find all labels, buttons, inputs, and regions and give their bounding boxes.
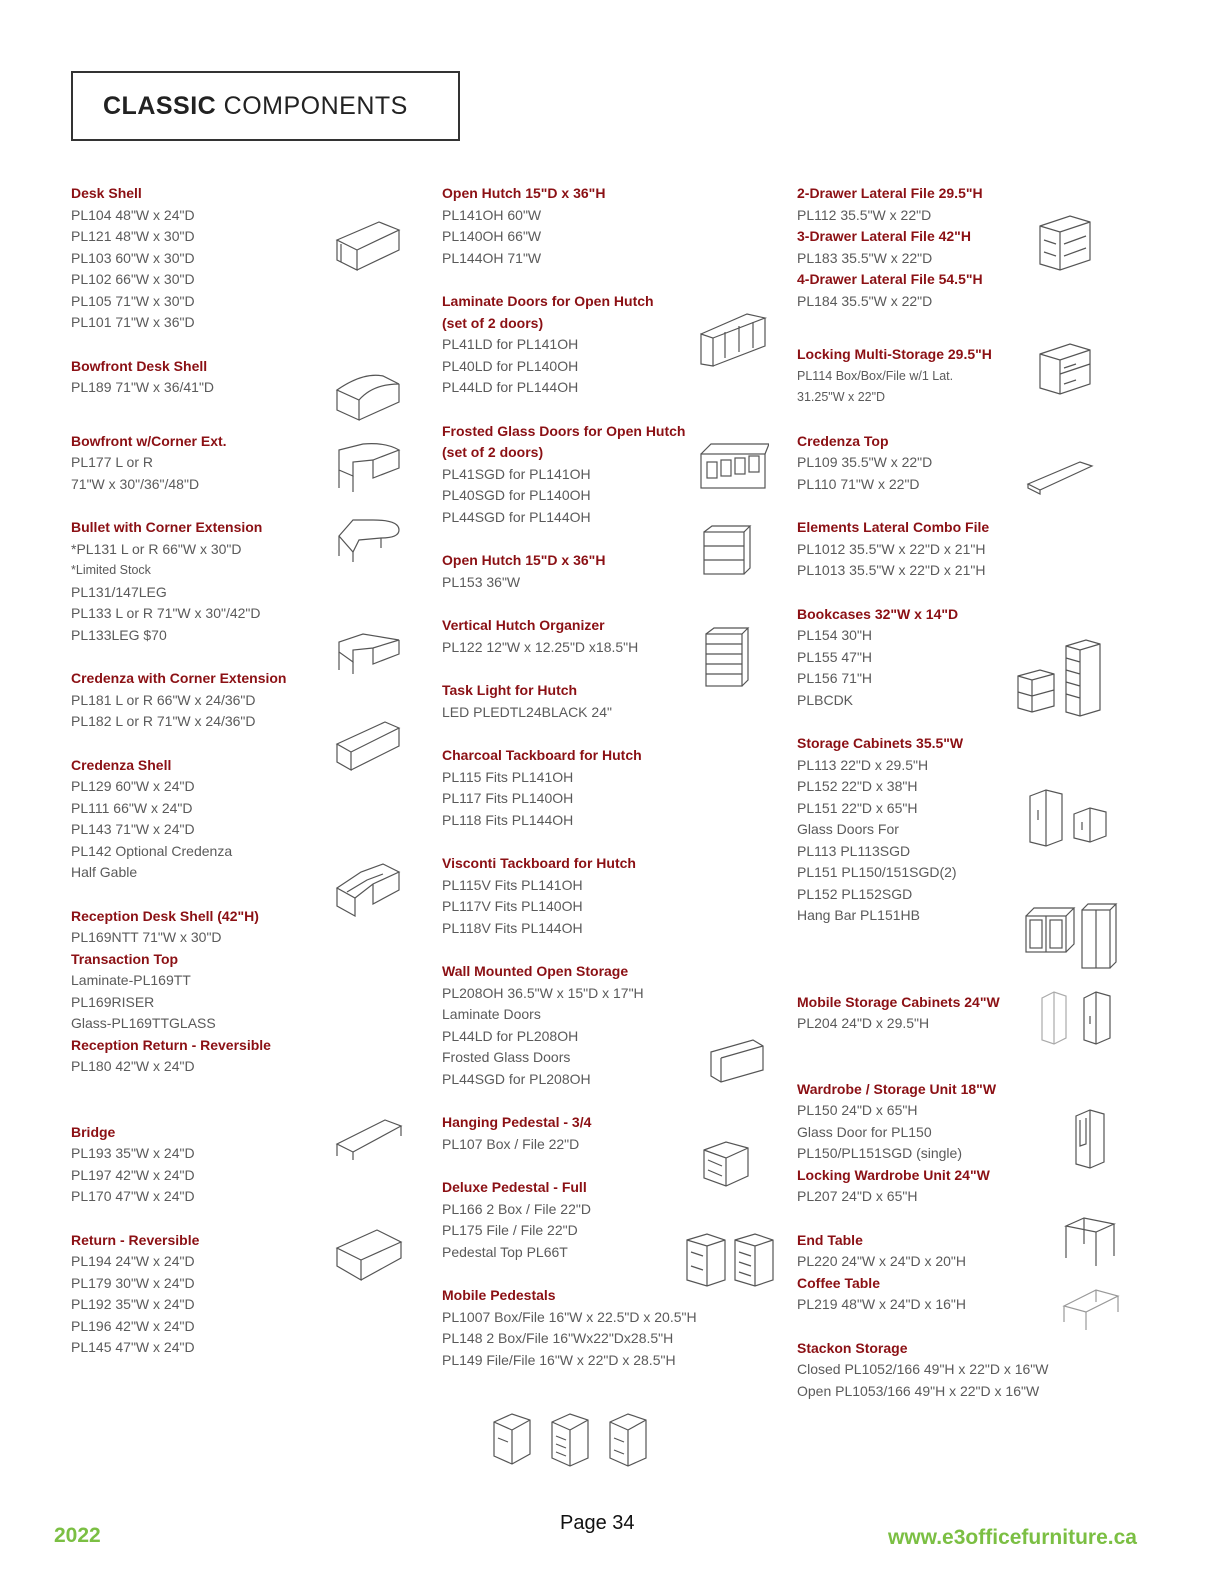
spec-line: PL118V Fits PL144OH bbox=[442, 919, 583, 936]
wardrobe-icon bbox=[1070, 1106, 1110, 1170]
spec-line: PL131/147LEG bbox=[71, 583, 167, 600]
section-visconti-tackboard bbox=[442, 853, 732, 939]
spec-line: PL105 71"W x 30"D bbox=[71, 292, 195, 309]
spec-line: PL144OH 71"W bbox=[442, 249, 542, 266]
section-stackon bbox=[797, 1338, 1049, 1403]
spec-line: PL115 Fits PL141OH bbox=[442, 768, 574, 785]
section-bridge bbox=[71, 1122, 341, 1208]
spec-line: PL122 12"W x 12.25"D x18.5"H bbox=[442, 638, 639, 655]
heading: Hanging Pedestal - 3/4 bbox=[442, 1114, 592, 1130]
credenza-corner-icon bbox=[333, 630, 403, 678]
desk-shell-icon bbox=[333, 218, 403, 280]
bowfront-desk-icon bbox=[333, 370, 403, 428]
spec-line: Hang Bar PL151HB bbox=[797, 907, 920, 923]
spec-line: PL220 24"W x 24"D x 20"H bbox=[797, 1253, 966, 1269]
heading: Bowfront w/Corner Ext. bbox=[71, 432, 227, 449]
spec-line: PLBCDK bbox=[797, 691, 854, 708]
spec-line: PL166 2 Box / File 22"D bbox=[442, 1200, 591, 1217]
lateral-file-icon bbox=[1036, 212, 1094, 276]
spec-line: LED PLEDTL24BLACK 24" bbox=[442, 703, 612, 720]
section-laminate-doors bbox=[442, 291, 732, 399]
website-link[interactable]: www.e3officefurniture.ca bbox=[888, 1526, 1137, 1549]
spec-line: PL115V Fits PL141OH bbox=[442, 876, 583, 893]
spec-line: PL140OH 66"W bbox=[442, 228, 542, 244]
open-hutch-icon bbox=[700, 522, 752, 578]
spec-line: PL102 66"W x 30"D bbox=[71, 271, 195, 287]
spec-line: PL184 35.5"W x 22"D bbox=[797, 292, 933, 309]
spec-line: PL103 60"W x 30"D bbox=[71, 249, 195, 266]
heading: Task Light for Hutch bbox=[442, 682, 578, 698]
section-charcoal-tackboard bbox=[442, 745, 732, 831]
heading: Bowfront Desk Shell bbox=[71, 357, 208, 374]
spec-line: PL179 30"W x 24"D bbox=[71, 1274, 195, 1291]
bridge-icon bbox=[333, 1110, 405, 1162]
spec-line: PL204 24"D x 29.5"H bbox=[797, 1015, 930, 1031]
heading: Visconti Tackboard for Hutch bbox=[442, 855, 636, 871]
section-reception bbox=[71, 906, 341, 1078]
spec-line: Frosted Glass Doors bbox=[442, 1049, 571, 1065]
spec-line: Closed PL1052/166 49"H x 22"D x 16"W bbox=[797, 1361, 1049, 1377]
heading: Frosted Glass Doors for Open Hutch bbox=[442, 422, 686, 439]
heading: Open Hutch 15"D x 36"H bbox=[442, 552, 606, 568]
heading: Locking Multi-Storage 29.5"H bbox=[797, 346, 992, 362]
title-bold: CLASSIC bbox=[103, 91, 217, 120]
spec-line: PL182 L or R 71"W x 24/36"D bbox=[71, 713, 256, 729]
spec-line: PL133LEG $70 bbox=[71, 626, 167, 643]
hutch-doors-icon bbox=[697, 308, 769, 370]
spec-line: PL154 30"H bbox=[797, 627, 873, 643]
spec-line: PL117V Fits PL140OH bbox=[442, 898, 583, 914]
heading-sub: (set of 2 doors) bbox=[442, 444, 544, 460]
bowfront-corner-icon bbox=[333, 440, 403, 496]
heading: Charcoal Tackboard for Hutch bbox=[442, 747, 642, 763]
spec-line: PL41LD for PL141OH bbox=[442, 336, 579, 352]
spec-line: PL150 24"D x 65"H bbox=[797, 1102, 918, 1118]
spec-line: PL153 36"W bbox=[442, 573, 521, 590]
spec-line: PL44LD for PL208OH bbox=[442, 1027, 579, 1044]
heading: Locking Wardrobe Unit 24"W bbox=[797, 1166, 990, 1183]
spec-line: PL208OH 36.5"W x 15"D x 17"H bbox=[442, 984, 644, 1001]
section-vertical-organizer bbox=[442, 615, 732, 658]
heading: Credenza with Corner Extension bbox=[71, 670, 287, 686]
section-credenza-corner bbox=[71, 668, 341, 733]
section-storage-cabinets bbox=[797, 733, 1037, 927]
section-return bbox=[71, 1230, 341, 1359]
spec-line: Pedestal Top PL66T bbox=[442, 1243, 568, 1260]
heading: Mobile Storage Cabinets 24"W bbox=[797, 993, 1000, 1010]
heading: 3-Drawer Lateral File 42"H bbox=[797, 228, 971, 244]
glass-cabinet-icon bbox=[1022, 900, 1120, 972]
title-rest: COMPONENTS bbox=[216, 91, 408, 120]
spec-line: PL169NTT 71"W x 30"D bbox=[71, 929, 222, 945]
spec-line: PL114 Box/Box/File w/1 Lat. bbox=[797, 368, 954, 383]
section-mobile-pedestals bbox=[442, 1285, 732, 1371]
coffee-table-icon bbox=[1060, 1282, 1122, 1336]
spec-line: PL101 71"W x 36"D bbox=[71, 314, 195, 330]
heading: Deluxe Pedestal - Full bbox=[442, 1179, 587, 1195]
page-number: Page 34 bbox=[560, 1512, 635, 1534]
spec-line: PL113 PL113SGD bbox=[797, 842, 911, 859]
heading: End Table bbox=[797, 1231, 863, 1248]
wall-storage-icon bbox=[705, 1030, 767, 1088]
spec-line: PL1012 35.5"W x 22"D x 21"H bbox=[797, 540, 986, 557]
section-lateral-files bbox=[797, 183, 1037, 312]
multi-storage-icon bbox=[1036, 340, 1094, 400]
spec-line: PL107 Box / File 22"D bbox=[442, 1135, 580, 1152]
spec-line: Glass Door for PL150 bbox=[797, 1123, 932, 1140]
spec-line: PL197 42"W x 24"D bbox=[71, 1166, 195, 1183]
spec-line: PL207 24"D x 65"H bbox=[797, 1188, 918, 1204]
section-mobile-storage bbox=[797, 992, 1037, 1035]
deluxe-pedestal-icon bbox=[683, 1228, 779, 1292]
spec-line: PL129 60"W x 24"D bbox=[71, 778, 195, 794]
spec-line: 31.25"W x 22"D bbox=[797, 390, 886, 404]
heading: Open Hutch 15"D x 36"H bbox=[442, 185, 606, 201]
heading-sub: (set of 2 doors) bbox=[442, 314, 544, 331]
section-frosted-doors bbox=[442, 421, 732, 529]
end-table-icon bbox=[1062, 1214, 1120, 1270]
column-2 bbox=[442, 183, 732, 1371]
section-wall-storage bbox=[442, 961, 732, 1090]
spec-line: PL155 47"H bbox=[797, 648, 873, 665]
spec-line: 71"W x 30"/36"/48"D bbox=[71, 475, 200, 492]
column-1 bbox=[71, 183, 341, 1359]
heading: Credenza Top bbox=[797, 432, 889, 449]
spec-line: PL177 L or R bbox=[71, 454, 153, 470]
section-bowfront-desk-shell bbox=[71, 356, 341, 399]
spec-line: PL196 42"W x 24"D bbox=[71, 1317, 195, 1334]
spec-line: PL111 66"W x 24"D bbox=[71, 799, 193, 816]
spec-line: PL181 L or R 66"W x 24/36"D bbox=[71, 691, 256, 708]
section-multi-storage bbox=[797, 344, 1037, 409]
section-bowfront-corner bbox=[71, 431, 341, 496]
vertical-organizer-icon bbox=[700, 624, 752, 690]
spec-line: PL113 22"D x 29.5"H bbox=[797, 756, 929, 773]
storage-cabinet-icon bbox=[1024, 786, 1110, 848]
spec-line: PL194 24"W x 24"D bbox=[71, 1253, 195, 1269]
section-bookcases bbox=[797, 604, 1037, 712]
spec-line: PL142 Optional Credenza bbox=[71, 842, 233, 859]
return-icon bbox=[333, 1224, 405, 1284]
spec-line: PL189 71"W x 36/41"D bbox=[71, 379, 215, 395]
heading: Wall Mounted Open Storage bbox=[442, 963, 629, 979]
heading: Desk Shell bbox=[71, 185, 142, 201]
spec-line: PL117 Fits PL140OH bbox=[442, 790, 574, 806]
section-credenza-shell bbox=[71, 755, 341, 884]
spec-line: Laminate Doors bbox=[442, 1006, 541, 1022]
spec-line: PL152 PL152SGD bbox=[797, 885, 913, 902]
heading: Bridge bbox=[71, 1123, 116, 1140]
spec-line: PL109 35.5"W x 22"D bbox=[797, 454, 933, 470]
section-open-hutch-2 bbox=[442, 550, 732, 593]
spec-line: PL121 48"W x 30"D bbox=[71, 228, 195, 244]
heading: Bookcases 32"W x 14"D bbox=[797, 605, 959, 622]
spec-line: PL40SGD for PL140OH bbox=[442, 487, 591, 503]
spec-line: PL183 35.5"W x 22"D bbox=[797, 249, 933, 266]
spec-line: PL112 35.5"W x 22"D bbox=[797, 206, 932, 223]
spec-line: PL192 35"W x 24"D bbox=[71, 1296, 195, 1312]
bullet-corner-icon bbox=[333, 512, 403, 564]
glass-doors-icon bbox=[697, 440, 769, 492]
spec-line: PL40LD for PL140OH bbox=[442, 357, 579, 374]
heading: Wardrobe / Storage Unit 18"W bbox=[797, 1080, 997, 1097]
page-title bbox=[103, 92, 408, 121]
spec-line: PL219 48"W x 24"D x 16"H bbox=[797, 1296, 966, 1312]
spec-line: PL143 71"W x 24"D bbox=[71, 821, 195, 837]
page-title-box bbox=[71, 71, 460, 141]
heading: Reception Desk Shell (42"H) bbox=[71, 907, 259, 924]
heading: Bullet with Corner Extension bbox=[71, 519, 263, 535]
spec-line: PL148 2 Box/File 16"Wx22"Dx28.5"H bbox=[442, 1330, 674, 1346]
heading: Coffee Table bbox=[797, 1274, 880, 1291]
section-desk-shell bbox=[71, 183, 341, 334]
heading: Reception Return - Reversible bbox=[71, 1036, 271, 1053]
section-combo-file bbox=[797, 517, 1037, 582]
section-open-hutch bbox=[442, 183, 732, 269]
spec-line: PL145 47"W x 24"D bbox=[71, 1339, 195, 1355]
heading: 2-Drawer Lateral File 29.5"H bbox=[797, 185, 983, 201]
bookcase-icon bbox=[1014, 636, 1104, 722]
spec-line: Laminate-PL169TT bbox=[71, 972, 191, 988]
spec-line: PL149 File/File 16"W x 22"D x 28.5"H bbox=[442, 1351, 676, 1368]
spec-line: PL156 71"H bbox=[797, 670, 873, 686]
spec-line: PL175 File / File 22"D bbox=[442, 1222, 578, 1238]
heading: Vertical Hutch Organizer bbox=[442, 617, 605, 633]
section-hanging-pedestal bbox=[442, 1112, 732, 1155]
spec-line: PL118 Fits PL144OH bbox=[442, 811, 574, 828]
spec-line: PL193 35"W x 24"D bbox=[71, 1145, 195, 1161]
hanging-pedestal-icon bbox=[700, 1138, 752, 1190]
spec-line: PL151 PL150/151SGD(2) bbox=[797, 864, 957, 880]
spec-line: Half Gable bbox=[71, 864, 138, 880]
section-task-light bbox=[442, 680, 732, 723]
heading: Mobile Pedestals bbox=[442, 1287, 556, 1303]
spec-line: PL44SGD for PL144OH bbox=[442, 508, 591, 525]
heading: Transaction Top bbox=[71, 950, 179, 967]
spec-line: Glass-PL169TTGLASS bbox=[71, 1015, 216, 1031]
heading: Credenza Shell bbox=[71, 756, 172, 773]
spec-line: PL169RISER bbox=[71, 993, 155, 1010]
spec-line: PL1007 Box/File 16"W x 22.5"D x 20.5"H bbox=[442, 1308, 697, 1325]
heading: 4-Drawer Lateral File 54.5"H bbox=[797, 271, 983, 287]
credenza-top-icon bbox=[1024, 456, 1096, 500]
section-bullet-corner bbox=[71, 517, 341, 646]
reception-desk-icon bbox=[333, 858, 403, 920]
spec-line: PL110 71"W x 22"D bbox=[797, 475, 920, 492]
heading: Elements Lateral Combo File bbox=[797, 519, 990, 535]
spec-line: *Limited Stock bbox=[71, 563, 151, 577]
spec-line: PL1013 35.5"W x 22"D x 21"H bbox=[797, 562, 986, 578]
mobile-storage-icon bbox=[1036, 988, 1116, 1046]
spec-line: PL44SGD for PL208OH bbox=[442, 1070, 591, 1087]
spec-line: *PL131 L or R 66"W x 30"D bbox=[71, 540, 242, 557]
heading: Stackon Storage bbox=[797, 1339, 908, 1356]
spec-line: PL133 L or R 71"W x 30"/42"D bbox=[71, 605, 261, 621]
spec-line: PL104 48"W x 24"D bbox=[71, 206, 195, 223]
heading: Return - Reversible bbox=[71, 1231, 200, 1248]
spec-line: PL170 47"W x 24"D bbox=[71, 1188, 195, 1204]
spec-line: PL44LD for PL144OH bbox=[442, 379, 579, 395]
spec-line: PL41SGD for PL141OH bbox=[442, 465, 591, 482]
column-3 bbox=[797, 183, 1049, 1402]
credenza-shell-icon bbox=[333, 718, 403, 778]
spec-line: PL141OH 60"W bbox=[442, 206, 542, 223]
spec-line: PL151 22"D x 65"H bbox=[797, 799, 918, 816]
heading: Storage Cabinets 35.5"W bbox=[797, 735, 964, 751]
spec-line: PL180 42"W x 24"D bbox=[71, 1058, 195, 1074]
section-wardrobe bbox=[797, 1079, 1037, 1208]
section-credenza-top bbox=[797, 431, 1037, 496]
section-tables bbox=[797, 1230, 1037, 1316]
spec-line: PL150/PL151SGD (single) bbox=[797, 1145, 962, 1161]
footer-year: 2022 bbox=[54, 1524, 101, 1547]
mobile-pedestals-icon bbox=[488, 1408, 660, 1470]
spec-line: Open PL1053/166 49"H x 22"D x 16"W bbox=[797, 1382, 1040, 1399]
spec-line: Glass Doors For bbox=[797, 821, 899, 837]
spec-line: PL152 22"D x 38"H bbox=[797, 778, 918, 794]
heading: Laminate Doors for Open Hutch bbox=[442, 293, 654, 309]
